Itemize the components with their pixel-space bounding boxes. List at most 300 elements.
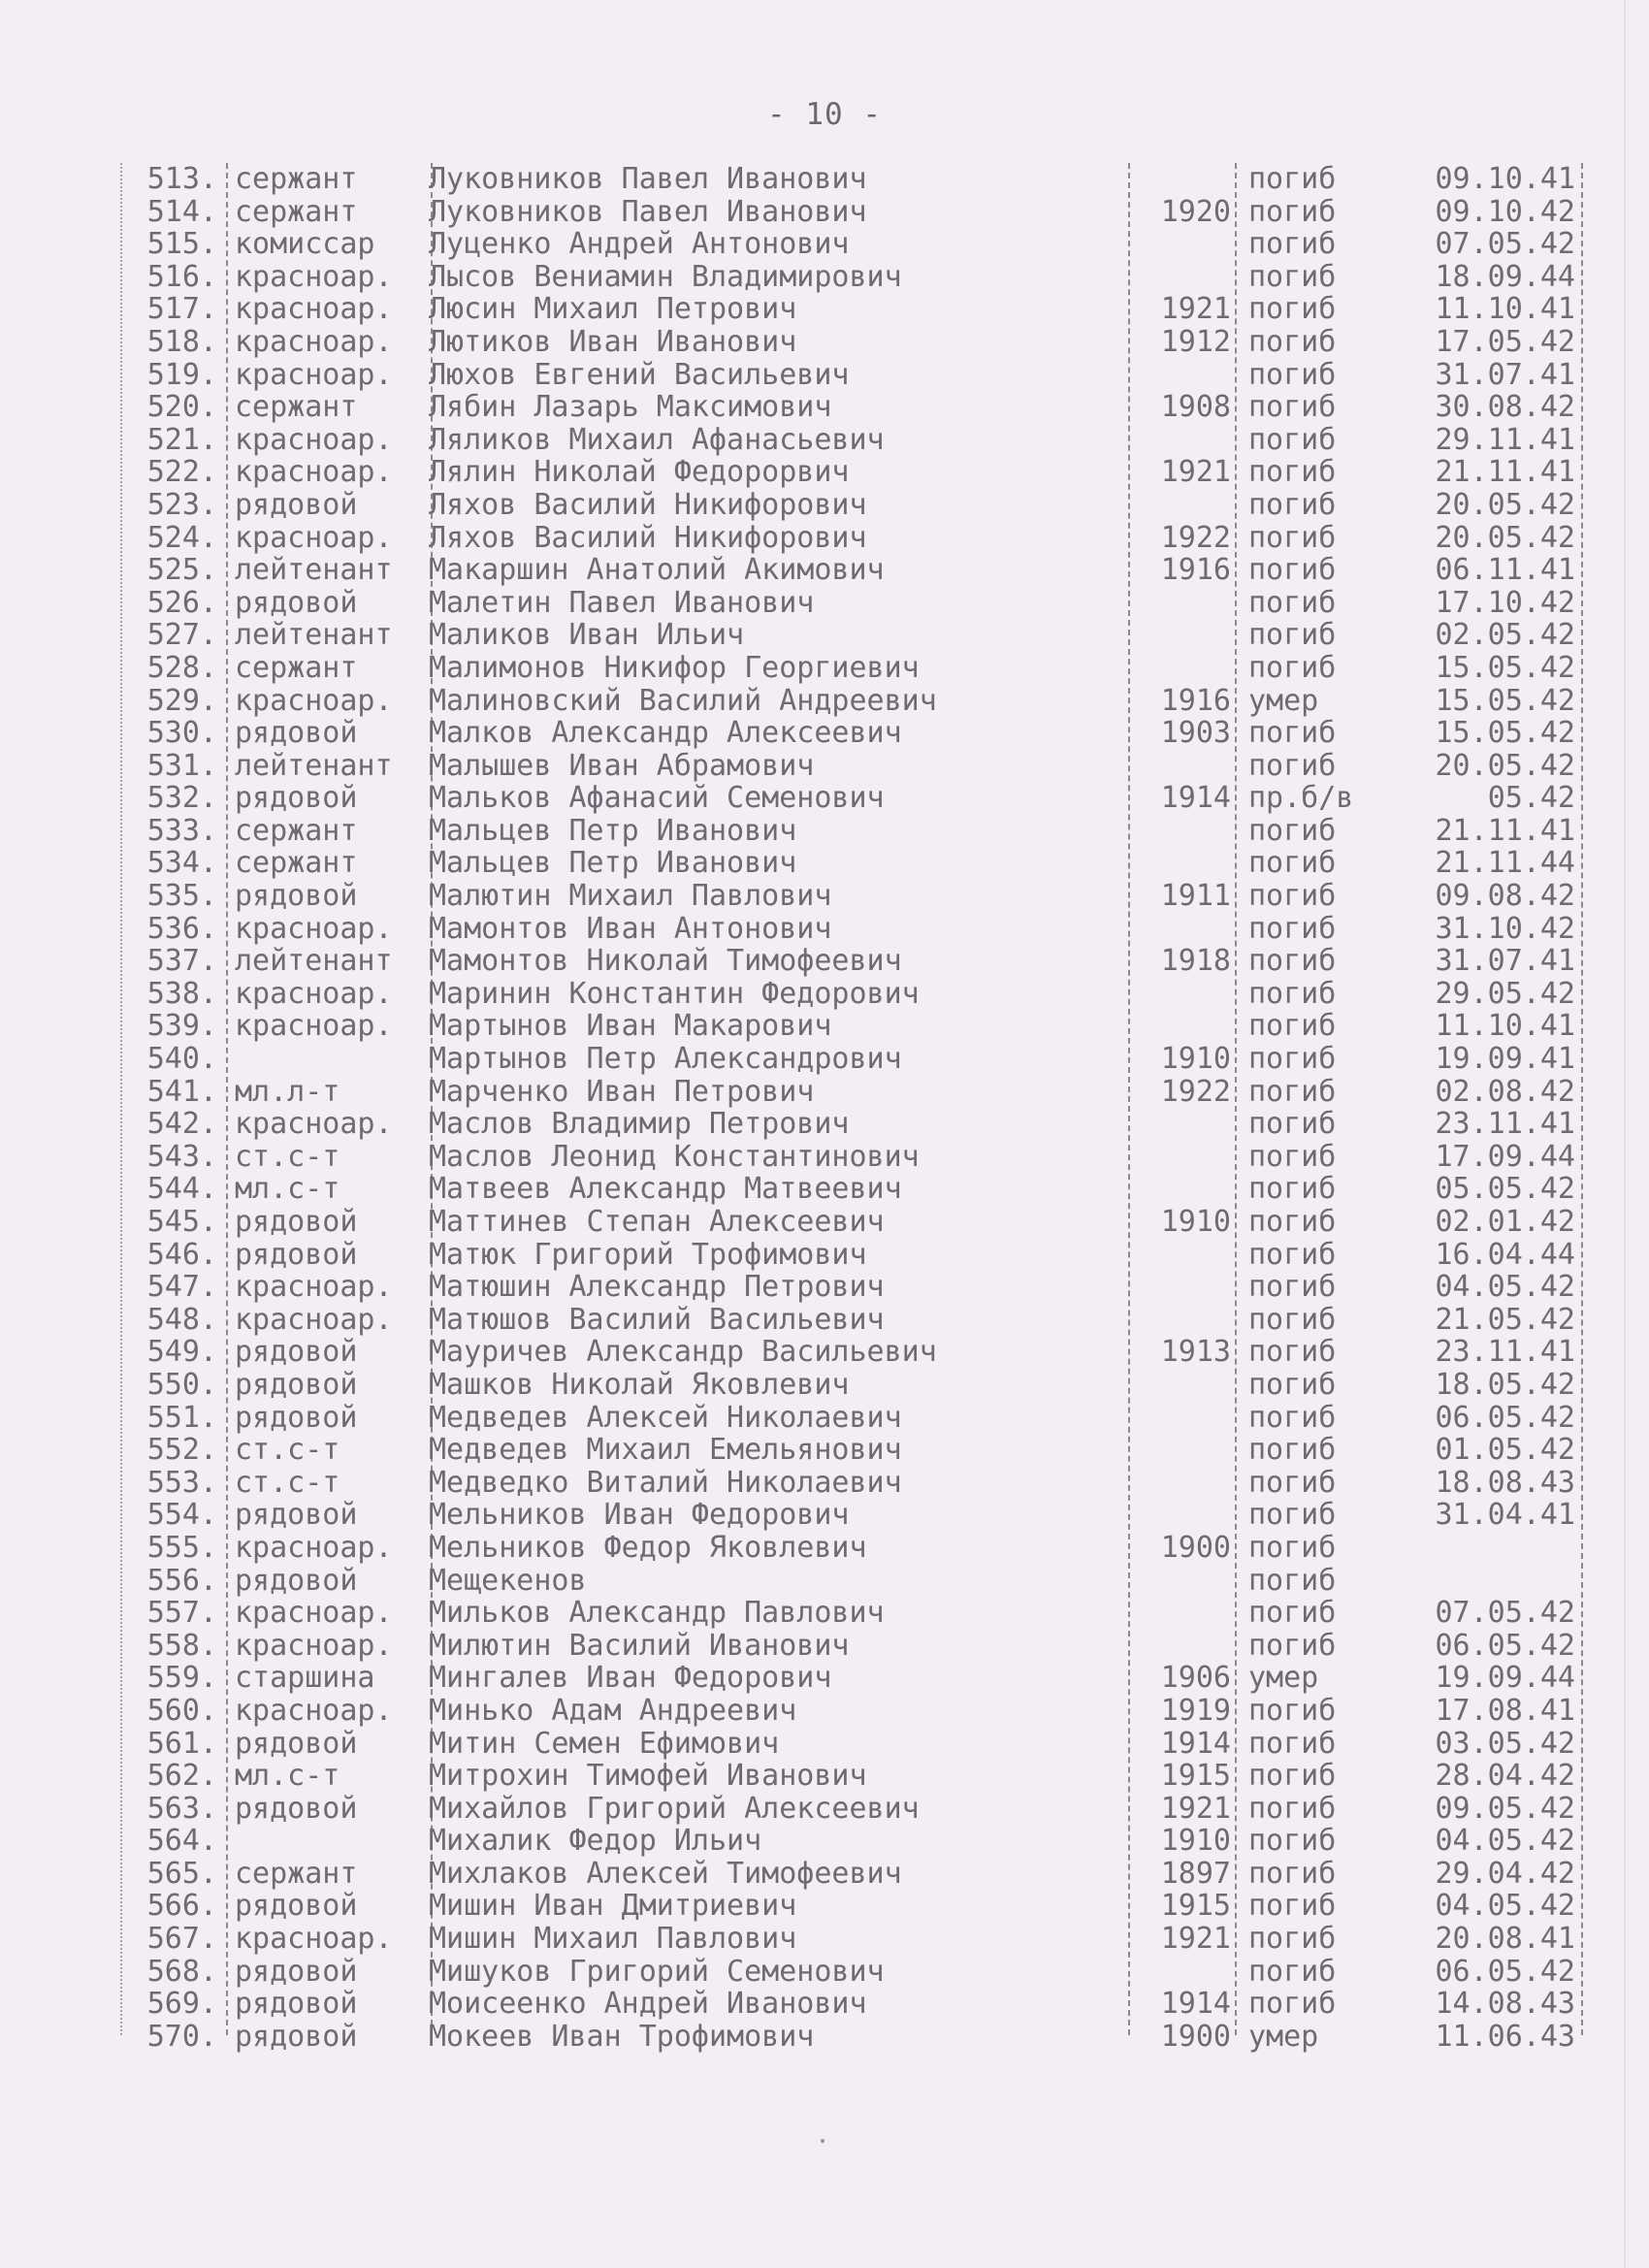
entry-number: 537. bbox=[146, 944, 217, 979]
table-row bbox=[109, 1890, 1583, 1923]
entry-status: погиб bbox=[1248, 520, 1337, 555]
entry-status: погиб bbox=[1248, 1791, 1337, 1826]
table-row bbox=[109, 326, 1583, 359]
entry-name: Митрохин Тимофей Иванович bbox=[429, 1759, 867, 1794]
entry-status: погиб bbox=[1248, 1628, 1337, 1663]
entry-date: 07.05.42 bbox=[1435, 1596, 1575, 1631]
entry-rank: рядовой bbox=[235, 585, 358, 620]
entry-date: 06.05.42 bbox=[1435, 1954, 1575, 1989]
table-row bbox=[109, 717, 1583, 750]
entry-status: погиб bbox=[1248, 1009, 1337, 1044]
entry-number: 515. bbox=[146, 227, 217, 262]
entry-birth-year: 1910 bbox=[1160, 1205, 1231, 1239]
entry-name: Матюк Григорий Трофимович bbox=[429, 1237, 867, 1272]
entry-birth-year: 1921 bbox=[1160, 292, 1231, 327]
entry-number: 534. bbox=[146, 846, 217, 881]
entry-number: 548. bbox=[146, 1302, 217, 1337]
entry-name: Мещекенов bbox=[429, 1563, 587, 1598]
entry-status: погиб bbox=[1248, 487, 1337, 522]
entry-date: 11.10.41 bbox=[1435, 292, 1575, 327]
entry-rank: красноар. bbox=[235, 1107, 393, 1142]
entry-number: 561. bbox=[146, 1726, 217, 1761]
entry-date: 21.05.42 bbox=[1435, 1302, 1575, 1337]
entry-status: погиб bbox=[1248, 1530, 1337, 1565]
table-row bbox=[109, 391, 1583, 424]
entry-status: погиб bbox=[1248, 553, 1337, 588]
entry-date: 28.04.42 bbox=[1435, 1759, 1575, 1794]
entry-date: 19.09.41 bbox=[1435, 1042, 1575, 1077]
entry-status: умер bbox=[1248, 2019, 1319, 2054]
entry-name: Мальцев Петр Иванович bbox=[429, 813, 797, 848]
entry-number: 519. bbox=[146, 357, 217, 392]
entry-name: Люсин Михаил Петрович bbox=[429, 292, 797, 327]
entry-rank: лейтенант bbox=[235, 748, 393, 783]
entry-number: 524. bbox=[146, 520, 217, 555]
entry-number: 553. bbox=[146, 1465, 217, 1500]
table-row bbox=[109, 1369, 1583, 1402]
table-row bbox=[109, 196, 1583, 229]
table-row bbox=[109, 1760, 1583, 1793]
entry-name: Ляликов Михаил Афанасьевич bbox=[429, 422, 885, 457]
entry-name: Машков Николай Яковлевич bbox=[429, 1367, 850, 1402]
entry-date: 15.05.42 bbox=[1435, 683, 1575, 718]
entry-rank: лейтенант bbox=[235, 944, 393, 979]
entry-rank: рядовой bbox=[235, 1954, 358, 1989]
entry-rank: красноар. bbox=[235, 357, 393, 392]
entry-name: Марченко Иван Петрович bbox=[429, 1074, 815, 1109]
entry-date: 05.42 bbox=[1487, 781, 1575, 816]
entry-number: 536. bbox=[146, 911, 217, 946]
table-row bbox=[109, 1597, 1583, 1630]
table-row bbox=[109, 1141, 1583, 1174]
entry-number: 569. bbox=[146, 1987, 217, 2022]
entry-number: 550. bbox=[146, 1367, 217, 1402]
entry-rank: рядовой bbox=[235, 487, 358, 522]
entry-rank: рядовой bbox=[235, 1563, 358, 1598]
entry-rank: красноар. bbox=[235, 1693, 393, 1728]
entry-birth-year: 1915 bbox=[1160, 1889, 1231, 1924]
table-row bbox=[109, 359, 1583, 392]
entry-name: Люхов Евгений Васильевич bbox=[429, 357, 850, 392]
entry-name: Мамонтов Иван Антонович bbox=[429, 911, 832, 946]
entry-date: 04.05.42 bbox=[1435, 1889, 1575, 1924]
entry-birth-year: 1916 bbox=[1160, 683, 1231, 718]
entry-date: 06.05.42 bbox=[1435, 1628, 1575, 1663]
table-row bbox=[109, 1923, 1583, 1956]
entry-status: погиб bbox=[1248, 324, 1337, 359]
entry-status: погиб bbox=[1248, 911, 1337, 946]
table-row bbox=[109, 1793, 1583, 1826]
entry-rank: рядовой bbox=[235, 1400, 358, 1435]
entry-status: погиб bbox=[1248, 1042, 1337, 1077]
entry-rank: лейтенант bbox=[235, 618, 393, 653]
entry-number: 540. bbox=[146, 1042, 217, 1077]
entry-status: погиб bbox=[1248, 585, 1337, 620]
entry-status: погиб bbox=[1248, 292, 1337, 327]
entry-rank: красноар. bbox=[235, 292, 393, 327]
entry-birth-year: 1915 bbox=[1160, 1759, 1231, 1794]
table-row bbox=[109, 782, 1583, 815]
entry-name: Матвеев Александр Матвеевич bbox=[429, 1172, 902, 1207]
entry-status: погиб bbox=[1248, 1400, 1337, 1435]
entry-status: погиб bbox=[1248, 1922, 1337, 1957]
entry-name: Матюшов Василий Васильевич bbox=[429, 1302, 885, 1337]
entry-date: 17.05.42 bbox=[1435, 324, 1575, 359]
entry-rank: сержант bbox=[235, 846, 358, 881]
table-row bbox=[109, 1532, 1583, 1565]
entry-date: 20.05.42 bbox=[1435, 748, 1575, 783]
entry-rank: рядовой bbox=[235, 1205, 358, 1239]
table-row bbox=[109, 1271, 1583, 1304]
entry-name: Михлаков Алексей Тимофеевич bbox=[429, 1856, 902, 1891]
entry-rank: рядовой bbox=[235, 1498, 358, 1533]
entry-rank: рядовой bbox=[235, 879, 358, 914]
entry-number: 546. bbox=[146, 1237, 217, 1272]
entry-status: погиб bbox=[1248, 1074, 1337, 1109]
table-row bbox=[109, 945, 1583, 978]
entry-number: 560. bbox=[146, 1693, 217, 1728]
entry-date: 30.08.42 bbox=[1435, 390, 1575, 425]
entry-birth-year: 1900 bbox=[1160, 2019, 1231, 2054]
entry-status: погиб bbox=[1248, 716, 1337, 751]
table-row bbox=[109, 1434, 1583, 1467]
entry-status: погиб bbox=[1248, 618, 1337, 653]
entry-birth-year: 1897 bbox=[1160, 1856, 1231, 1891]
entry-number: 538. bbox=[146, 976, 217, 1011]
entry-birth-year: 1910 bbox=[1160, 1824, 1231, 1859]
table-row bbox=[109, 1630, 1583, 1663]
entry-rank: сержант bbox=[235, 162, 358, 196]
entry-number: 513. bbox=[146, 162, 217, 196]
entry-rank: красноар. bbox=[235, 520, 393, 555]
entry-name: Мельников Иван Федорович bbox=[429, 1498, 850, 1533]
entry-status: погиб bbox=[1248, 813, 1337, 848]
entry-name: Луковников Павел Иванович bbox=[429, 194, 867, 229]
entry-name: Митин Семен Ефимович bbox=[429, 1726, 780, 1761]
entry-rank: лейтенант bbox=[235, 553, 393, 588]
entry-name: Мишин Иван Дмитриевич bbox=[429, 1889, 797, 1924]
entry-name: Макаршин Анатолий Акимович bbox=[429, 553, 885, 588]
entry-date: 18.05.42 bbox=[1435, 1367, 1575, 1402]
table-row bbox=[109, 1988, 1583, 2021]
table-row bbox=[109, 1728, 1583, 1761]
entry-name: Маслов Леонид Константинович bbox=[429, 1139, 920, 1174]
entry-status: погиб bbox=[1248, 1270, 1337, 1305]
entry-date: 29.05.42 bbox=[1435, 976, 1575, 1011]
table-row bbox=[109, 619, 1583, 652]
entry-date: 21.11.44 bbox=[1435, 846, 1575, 881]
entry-name: Мамонтов Николай Тимофеевич bbox=[429, 944, 902, 979]
entry-status: погиб bbox=[1248, 162, 1337, 196]
entry-name: Мишуков Григорий Семенович bbox=[429, 1954, 885, 1989]
page-edge bbox=[1624, 0, 1626, 2268]
entry-name: Маслов Владимир Петрович bbox=[429, 1107, 850, 1142]
entry-date: 23.11.41 bbox=[1435, 1107, 1575, 1142]
entry-name: Мельников Федор Яковлевич bbox=[429, 1530, 867, 1565]
table-row bbox=[109, 163, 1583, 196]
entry-status: умер bbox=[1248, 1661, 1319, 1696]
entry-name: Мишин Михаил Павлович bbox=[429, 1922, 797, 1957]
entry-date: 02.05.42 bbox=[1435, 618, 1575, 653]
table-row bbox=[109, 750, 1583, 783]
entry-status: погиб bbox=[1248, 1759, 1337, 1794]
entry-date: 20.05.42 bbox=[1435, 487, 1575, 522]
entry-status: погиб bbox=[1248, 1889, 1337, 1924]
entry-date: 04.05.42 bbox=[1435, 1270, 1575, 1305]
entry-date: 29.11.41 bbox=[1435, 422, 1575, 457]
entry-number: 562. bbox=[146, 1759, 217, 1794]
entry-birth-year: 1922 bbox=[1160, 520, 1231, 555]
entry-number: 532. bbox=[146, 781, 217, 816]
table-row bbox=[109, 1304, 1583, 1337]
entry-number: 549. bbox=[146, 1335, 217, 1370]
entry-number: 522. bbox=[146, 455, 217, 490]
entry-date: 17.10.42 bbox=[1435, 585, 1575, 620]
entry-date: 11.06.43 bbox=[1435, 2019, 1575, 2054]
entry-status: погиб bbox=[1248, 1433, 1337, 1468]
entry-rank: рядовой bbox=[235, 1367, 358, 1402]
table-row bbox=[109, 1467, 1583, 1500]
entry-name: Лялин Николай Федорорвич bbox=[429, 455, 850, 490]
entry-name: Медведев Алексей Николаевич bbox=[429, 1400, 902, 1435]
entry-status: погиб bbox=[1248, 879, 1337, 914]
entry-date: 23.11.41 bbox=[1435, 1335, 1575, 1370]
entry-birth-year: 1913 bbox=[1160, 1335, 1231, 1370]
entry-name: Лютиков Иван Иванович bbox=[429, 324, 797, 359]
entry-number: 559. bbox=[146, 1661, 217, 1696]
entry-status: погиб bbox=[1248, 1824, 1337, 1859]
entry-status: погиб bbox=[1248, 1856, 1337, 1891]
entry-number: 556. bbox=[146, 1563, 217, 1598]
table-row bbox=[109, 1076, 1583, 1109]
entry-number: 535. bbox=[146, 879, 217, 914]
entry-number: 529. bbox=[146, 683, 217, 718]
table-row bbox=[109, 1402, 1583, 1435]
entry-rank: красноар. bbox=[235, 1628, 393, 1663]
entry-number: 530. bbox=[146, 716, 217, 751]
entry-number: 541. bbox=[146, 1074, 217, 1109]
entry-name: Маликов Иван Ильич bbox=[429, 618, 745, 653]
entry-name: Мартынов Иван Макарович bbox=[429, 1009, 832, 1044]
entry-number: 533. bbox=[146, 813, 217, 848]
entry-rank: сержант bbox=[235, 194, 358, 229]
entry-number: 557. bbox=[146, 1596, 217, 1631]
entry-birth-year: 1920 bbox=[1160, 194, 1231, 229]
entry-birth-year: 1914 bbox=[1160, 1726, 1231, 1761]
entry-rank: сержант bbox=[235, 813, 358, 848]
entry-rank: комиссар bbox=[235, 227, 375, 262]
entry-birth-year: 1910 bbox=[1160, 1042, 1231, 1077]
table-row bbox=[109, 1662, 1583, 1695]
entry-name: Михайлов Григорий Алексеевич bbox=[429, 1791, 920, 1826]
entry-rank: красноар. bbox=[235, 1596, 393, 1631]
entry-name: Луковников Павел Иванович bbox=[429, 162, 867, 196]
entry-status: погиб bbox=[1248, 1498, 1337, 1533]
entry-rank: мл.с-т bbox=[235, 1172, 340, 1207]
entry-status: погиб bbox=[1248, 1987, 1337, 2022]
entry-date: 09.10.41 bbox=[1435, 162, 1575, 196]
entry-status: погиб bbox=[1248, 1563, 1337, 1598]
table-row bbox=[109, 293, 1583, 326]
entry-status: погиб bbox=[1248, 1335, 1337, 1370]
entry-status: погиб bbox=[1248, 422, 1337, 457]
entry-birth-year: 1906 bbox=[1160, 1661, 1231, 1696]
table-row bbox=[109, 1825, 1583, 1858]
entry-name: Лябин Лазарь Максимович bbox=[429, 390, 832, 425]
table-row bbox=[109, 456, 1583, 489]
entry-name: Михалик Федор Ильич bbox=[429, 1824, 762, 1859]
entry-number: 547. bbox=[146, 1270, 217, 1305]
entry-date: 20.05.42 bbox=[1435, 520, 1575, 555]
entry-number: 520. bbox=[146, 390, 217, 425]
entry-rank: рядовой bbox=[235, 716, 358, 751]
entry-date: 15.05.42 bbox=[1435, 716, 1575, 751]
entry-number: 545. bbox=[146, 1205, 217, 1239]
entry-birth-year: 1914 bbox=[1160, 781, 1231, 816]
entry-date: 21.11.41 bbox=[1435, 455, 1575, 490]
entry-rank: сержант bbox=[235, 1856, 358, 1891]
entry-number: 539. bbox=[146, 1009, 217, 1044]
entry-rank: красноар. bbox=[235, 976, 393, 1011]
entry-name: Ляхов Василий Никифорович bbox=[429, 487, 867, 522]
entry-status: умер bbox=[1248, 683, 1319, 718]
page-number: - 10 - bbox=[767, 97, 882, 132]
entry-birth-year: 1921 bbox=[1160, 1922, 1231, 1957]
entry-rank: рядовой bbox=[235, 1889, 358, 1924]
entry-date: 09.08.42 bbox=[1435, 879, 1575, 914]
entry-status: погиб bbox=[1248, 357, 1337, 392]
entry-number: 544. bbox=[146, 1172, 217, 1207]
entry-birth-year: 1922 bbox=[1160, 1074, 1231, 1109]
entry-number: 542. bbox=[146, 1107, 217, 1142]
table-row bbox=[109, 1043, 1583, 1076]
entry-number: 517. bbox=[146, 292, 217, 327]
entry-status: погиб bbox=[1248, 846, 1337, 881]
entry-birth-year: 1916 bbox=[1160, 553, 1231, 588]
table-row bbox=[109, 522, 1583, 555]
entry-rank: мл.л-т bbox=[235, 1074, 340, 1109]
entry-rank: ст.с-т bbox=[235, 1465, 340, 1500]
entry-birth-year: 1919 bbox=[1160, 1693, 1231, 1728]
entry-rank: рядовой bbox=[235, 1987, 358, 2022]
entry-rank: красноар. bbox=[235, 911, 393, 946]
table-row bbox=[109, 1010, 1583, 1043]
entry-rank: сержант bbox=[235, 650, 358, 685]
entry-date: 18.08.43 bbox=[1435, 1465, 1575, 1500]
entry-number: 514. bbox=[146, 194, 217, 229]
table-row bbox=[109, 1173, 1583, 1206]
entry-status: погиб bbox=[1248, 227, 1337, 262]
table-row bbox=[109, 1565, 1583, 1598]
entry-name: Мокеев Иван Трофимович bbox=[429, 2019, 815, 2054]
table-row bbox=[109, 652, 1583, 685]
entry-number: 551. bbox=[146, 1400, 217, 1435]
table-row bbox=[109, 261, 1583, 294]
table-row bbox=[109, 489, 1583, 522]
entry-status: погиб bbox=[1248, 1237, 1337, 1272]
entry-date: 07.05.42 bbox=[1435, 227, 1575, 262]
entry-name: Маринин Константин Федорович bbox=[429, 976, 920, 1011]
table-row bbox=[109, 1336, 1583, 1369]
table-row bbox=[109, 913, 1583, 946]
entry-rank: красноар. bbox=[235, 324, 393, 359]
table-row bbox=[109, 554, 1583, 587]
entry-date: 02.01.42 bbox=[1435, 1205, 1575, 1239]
entry-birth-year: 1900 bbox=[1160, 1530, 1231, 1565]
entry-rank: рядовой bbox=[235, 1237, 358, 1272]
entry-number: 543. bbox=[146, 1139, 217, 1174]
entry-status: погиб bbox=[1248, 1205, 1337, 1239]
entry-date: 06.05.42 bbox=[1435, 1400, 1575, 1435]
entry-number: 554. bbox=[146, 1498, 217, 1533]
entry-rank: ст.с-т bbox=[235, 1139, 340, 1174]
table-row bbox=[109, 815, 1583, 848]
entry-name: Минько Адам Андреевич bbox=[429, 1693, 797, 1728]
table-row bbox=[109, 685, 1583, 718]
entry-number: 564. bbox=[146, 1824, 217, 1859]
entry-name: Мальков Афанасий Семенович bbox=[429, 781, 885, 816]
entry-date: 06.11.41 bbox=[1435, 553, 1575, 588]
entry-status: погиб bbox=[1248, 455, 1337, 490]
entry-number: 521. bbox=[146, 422, 217, 457]
table-row bbox=[109, 228, 1583, 261]
entry-number: 566. bbox=[146, 1889, 217, 1924]
entry-date: 05.05.42 bbox=[1435, 1172, 1575, 1207]
entry-date: 11.10.41 bbox=[1435, 1009, 1575, 1044]
entry-name: Мартынов Петр Александрович bbox=[429, 1042, 902, 1077]
entry-birth-year: 1921 bbox=[1160, 455, 1231, 490]
entry-number: 567. bbox=[146, 1922, 217, 1957]
entry-date: 02.08.42 bbox=[1435, 1074, 1575, 1109]
entry-name: Ляхов Василий Никифорович bbox=[429, 520, 867, 555]
table-row bbox=[109, 1695, 1583, 1728]
entry-number: 516. bbox=[146, 259, 217, 294]
entry-number: 552. bbox=[146, 1433, 217, 1468]
entry-date: 31.04.41 bbox=[1435, 1498, 1575, 1533]
entry-birth-year: 1921 bbox=[1160, 1791, 1231, 1826]
entry-number: 565. bbox=[146, 1856, 217, 1891]
entry-date: 19.09.44 bbox=[1435, 1661, 1575, 1696]
table-row bbox=[109, 587, 1583, 620]
entry-date: 09.10.42 bbox=[1435, 194, 1575, 229]
entry-birth-year: 1914 bbox=[1160, 1987, 1231, 2022]
entry-status: погиб bbox=[1248, 976, 1337, 1011]
entry-name: Моисеенко Андрей Иванович bbox=[429, 1987, 867, 2022]
entry-name: Медведев Михаил Емельянович bbox=[429, 1433, 902, 1468]
entry-rank: красноар. bbox=[235, 259, 393, 294]
entry-rank: старшина bbox=[235, 1661, 375, 1696]
scan-dot bbox=[821, 2139, 824, 2143]
entry-rank: красноар. bbox=[235, 1530, 393, 1565]
entry-date: 01.05.42 bbox=[1435, 1433, 1575, 1468]
entry-status: погиб bbox=[1248, 1139, 1337, 1174]
entry-rank: рядовой bbox=[235, 1335, 358, 1370]
entry-rank: рядовой bbox=[235, 781, 358, 816]
table-row bbox=[109, 880, 1583, 913]
entry-number: 528. bbox=[146, 650, 217, 685]
entry-date: 17.09.44 bbox=[1435, 1139, 1575, 1174]
entry-rank: красноар. bbox=[235, 1009, 393, 1044]
entry-date: 17.08.41 bbox=[1435, 1693, 1575, 1728]
entry-birth-year: 1903 bbox=[1160, 716, 1231, 751]
entry-status: погиб bbox=[1248, 1302, 1337, 1337]
entry-number: 525. bbox=[146, 553, 217, 588]
entry-status: погиб bbox=[1248, 1465, 1337, 1500]
entry-birth-year: 1908 bbox=[1160, 390, 1231, 425]
entry-status: погиб bbox=[1248, 194, 1337, 229]
entry-status: погиб bbox=[1248, 944, 1337, 979]
entry-number: 518. bbox=[146, 324, 217, 359]
